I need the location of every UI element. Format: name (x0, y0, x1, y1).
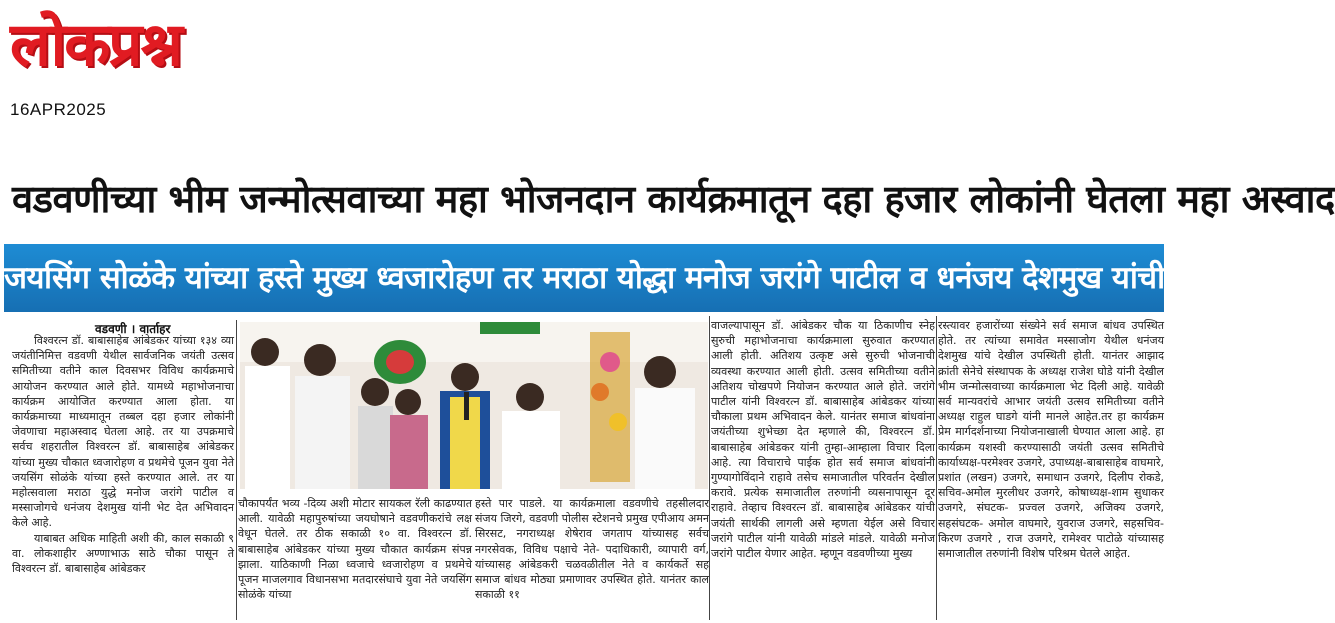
article-column-4 (711, 318, 935, 621)
column-divider (709, 316, 710, 620)
photo-illustration (240, 322, 708, 489)
paragraph: रस्त्यावर हजारोंच्या संख्येने सर्व समाज बांधव उपस्थित होते. तर त्यांच्या समावेत मस्साजोग येथील धनंजय देशमुख यांचे देखील उपस्थिती होती. यानंतर आझाद क्रांती सेनेचे संस्थापक के अध्यक्ष राजेश घोडे यांनी देखील भीम जन्मोत्सवाच्या कार्यक्रमाला भेट दिली आहे. यावेळी सर्व मान्यवरांचे आभार जयंती उत्सव समितीच्या वतीने अध्यक्ष राहुल घाडगे यांनी मानले आहेत.तर हा कार्यक्रम प्रेम मार्गदर्शनाच्या नियोजनाखाली घेण्यात आला आहे. हा कार्यक्रम यशस्वी करण्यासाठी जयंती उत्सव समितीचे कार्याध्यक्ष-परमेश्वर उजगरे, उपाध्यक्ष-बाबासाहेब वाघमारे, प्रशांत (लखन) उजगरे, समाधान उजगरे, दिलीप रोकडे, सचिव-अमोल मुरलीधर उजगरे, कोषाध्यक्ष-शाम सुधाकर उजगरे, संघटक- प्रज्वल उजगरे, अजिक्य उजगरे, सहसंघटक- अमोल वाघमारे, युवराज उजगरे, सहसचिव-किरण उजगरे , राज उजगरे, रामेश्वर पाटोळे यांच्यासह समाजातील तरुणांनी विशेष परिश्रम घेतले आहेत. (938, 319, 1164, 561)
article-subheadline: जयसिंग सोळंके यांच्या हस्ते मुख्य ध्वजारोहण तर मराठा योद्धा मनोज जरांगे पाटील व धनंजय देशमुख यांची भेट (4, 244, 1164, 312)
article-column-2 (238, 496, 472, 621)
paragraph: याबाबत अधिक माहिती अशी की, काल सकाळी ९ वा. लोकशाहीर अण्णाभाऊ साठे चौका पासून ते विश्वरत्न डॉ. बाबासाहेब आंबेडकर (12, 531, 234, 576)
paragraph: वाजल्यापासून डॉ. आंबेडकर चौक या ठिकाणीच स्नेह सुरुची महाभोजनाचा कार्यक्रमाला सुरुवात करण्यात आली होती. अतिशय उत्कृष्ट असे सुरुची भोजनाची व्यवस्था करण्यात आली होती. उत्सव समितीच्या वतीने अतिशय चोखपणे नियोजन करण्यात आले होते. जरांगे पाटील यांनी विश्वरत्न डॉ. बाबासाहेब आंबेडकर यांच्या चौकाला प्रथम अभिवादन केले. यानंतर समाज बांधवांना जयंतीच्या शुभेच्छा देत म्हणाले की, विश्वरत्न डॉ. बाबासाहेब आंबेडकर यांनी तुम्हा-आम्हाला विचार दिला आहे. त्या विचाराचे पाईक होत सर्व समाज बांधवांनी गुण्यागोविंदाने राहावे तसेच समाजातील परिवर्तन देखील करावे. प्रत्येक समाजातील तरुणांनी व्यसनापासून दूर राहावे. तेव्हाच विश्वरत्न डॉ. बाबासाहेब आंबेडकर यांची जयंती सार्थकी लागली असे म्हणता येईल असे विचार जरांगे पाटील यांनी यावेळी मांडले मांडले. यावेळी मनोज जरांगे पाटील येणार आहेत. म्हणून वडवणीच्या मुख्य (711, 319, 935, 561)
column-divider (236, 320, 237, 620)
paragraph: विश्वरत्न डॉ. बाबासाहेब आंबेडकर यांच्या १३४ व्या जयंतीनिमित्त वडवणी येथील सार्वजनिक जयंती उत्सव समितीच्या वतीने काल दिवसभर विविध कार्यक्रमाचे आयोजन करण्यात आले होते. यामध्ये महाभोजनाचा कार्यक्रम आयोजित करण्यात आला होता. या कार्यक्रमाच्या माध्यमातून तब्बल दहा हजार लोकांनी जेवणाचा महाअस्वाद घेतला आहे. तर या उपक्रमाचे सर्वच शहरातील विश्वरत्न डॉ. बाबासाहेब आंबेडकर यांच्या मुख्य चौकात ध्वजारोहण व प्रथमेचे पूजन युवा नेते जयसिंग सोळंके यांच्या हस्ते करण्यात आले. तर या महोत्सवाला मराठा युद्धे मनोज जरांगे पाटील व मस्साजोगचे धनंजय देशमुख यांनी भेट देत अभिवादन केले आहे. (12, 334, 234, 530)
article-column-5 (938, 318, 1164, 621)
publication-date: 16APR2025 (10, 100, 107, 119)
masthead (10, 4, 290, 100)
article-dateline: वडवणी । वार्ताहर (95, 322, 171, 336)
paragraph: चौकापर्यंत भव्य -दिव्य अशी मोटार सायकल रॅली काढण्यात आली. यावेळी महापुरुषांच्या जयघोषाने वडवणीकरांचे लक्ष वेधून घेतले. तर ठीक सकाळी १० वा. विश्वरत्न डॉ. बाबासाहेब आंबेडकर यांच्या मुख्य चौकात कार्यक्रम संपन्न झाला. याठिकाणी निळा ध्वजाचे ध्वजारोहण व प्रथमेचे पूजन माजलगाव विधानसभा मतदारसंघाचे युवा नेते जयसिंग सोळंके यांच्या (238, 497, 472, 602)
newspaper-logo: लोकप्रश्न (10, 10, 181, 80)
crowd-photo-icon (240, 322, 708, 489)
article-column-1 (12, 333, 234, 621)
article-column-3 (475, 496, 709, 621)
column-divider (936, 316, 937, 620)
paragraph: हस्ते पार पाडले. या कार्यक्रमाला वडवणीचे तहसीलदार संजय जिरगे, वडवणी पोलीस स्टेशनचे प्रमुख एपीआय अमन सिरसट, नगराध्यक्ष शेषेराव जगताप यांच्यासह सर्वच नगरसेवक, विविध पक्षाचे नेते- पदाधिकारी, व्यापारी वर्ग, यांच्यासह आंबेडकरी चळवळीतील नेते व कार्यकर्ते सह समाज बांधव मोठ्या प्रमाणावर उपस्थित होते. यानंतर काल सकाळी ११ (475, 497, 709, 602)
article-headline: वडवणीच्या भीम जन्मोत्सवाच्या महा भोजनदान कार्यक्रमातून दहा हजार लोकांनी घेतला महा अस्वाद (12, 177, 1335, 221)
